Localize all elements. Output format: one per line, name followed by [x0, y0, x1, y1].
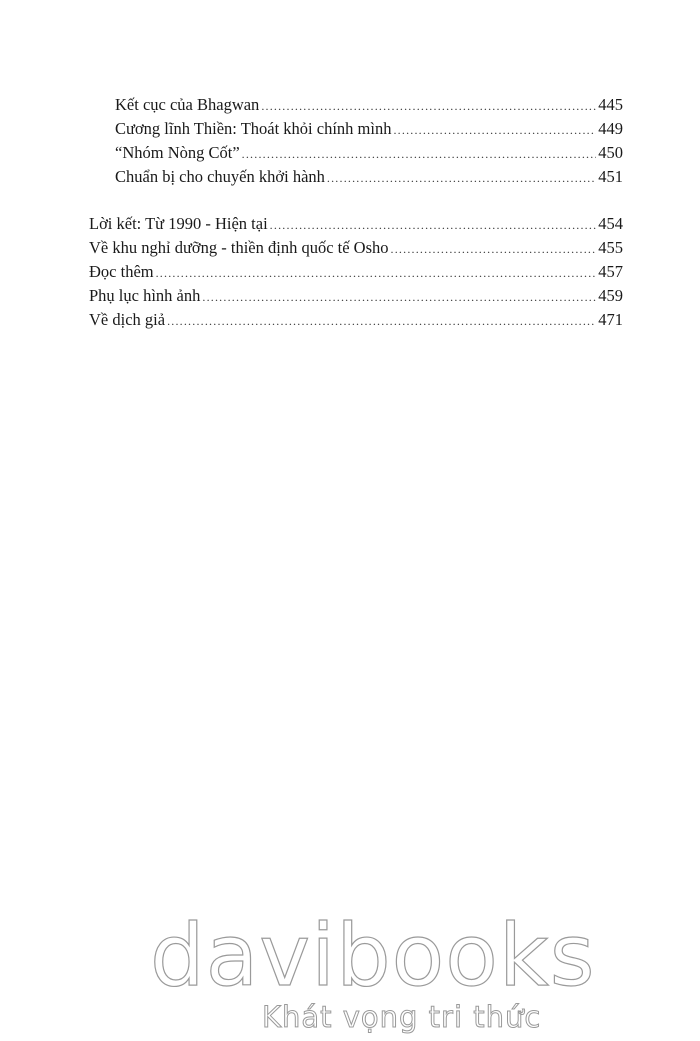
watermark-tagline: Khát vọng tri thức: [262, 1000, 542, 1034]
toc-dot-leader: [391, 238, 597, 260]
toc-entry-page: 457: [598, 262, 623, 281]
toc-dot-leader: [393, 119, 596, 141]
toc-entry-page: 455: [598, 238, 623, 257]
toc-dot-leader: [327, 167, 596, 189]
toc-entry-title: Về dịch giả: [89, 310, 166, 329]
toc-dot-leader: [270, 214, 597, 236]
toc-entry-title: Đọc thêm: [89, 262, 154, 281]
toc-entry-title: Về khu nghỉ dưỡng - thiền định quốc tế Osho: [89, 238, 389, 257]
toc-entry-page: 449: [598, 119, 623, 138]
toc-entry: [89, 285, 623, 307]
toc-entry-page: 459: [598, 286, 623, 305]
toc-entry-title: Cương lĩnh Thiền: Thoát khỏi chính mình: [115, 119, 392, 138]
toc-dot-leader: [167, 310, 596, 332]
toc-dot-leader: [202, 286, 596, 308]
toc-dot-leader: [242, 143, 597, 165]
toc-entry-page: 445: [598, 95, 623, 114]
toc-entry: [115, 94, 623, 116]
toc-entry-title: Chuẩn bị cho chuyến khởi hành: [115, 167, 325, 186]
toc-entry-page: 471: [598, 310, 623, 329]
toc-entry-title: “Nhóm Nòng Cốt”: [115, 143, 240, 162]
toc-dot-leader: [156, 262, 597, 284]
toc-entry-page: 454: [598, 214, 623, 233]
watermark-brand-name: davibooks: [150, 906, 596, 1006]
toc-entry-page: 450: [598, 143, 623, 162]
toc-entry: [89, 261, 623, 283]
toc-entry: [89, 213, 623, 235]
toc-entry: [115, 118, 623, 140]
toc-entry: [89, 309, 623, 331]
toc-entry-page: 451: [598, 167, 623, 186]
toc-dot-leader: [261, 95, 596, 117]
toc-entry: [89, 237, 623, 259]
toc-entry-title: Lời kết: Từ 1990 - Hiện tại: [89, 214, 268, 233]
toc-entry: [115, 166, 623, 188]
toc-entry-title: Kết cục của Bhagwan: [115, 95, 260, 114]
toc-entry: [115, 142, 623, 164]
toc-entry-title: Phụ lục hình ảnh: [89, 286, 201, 305]
